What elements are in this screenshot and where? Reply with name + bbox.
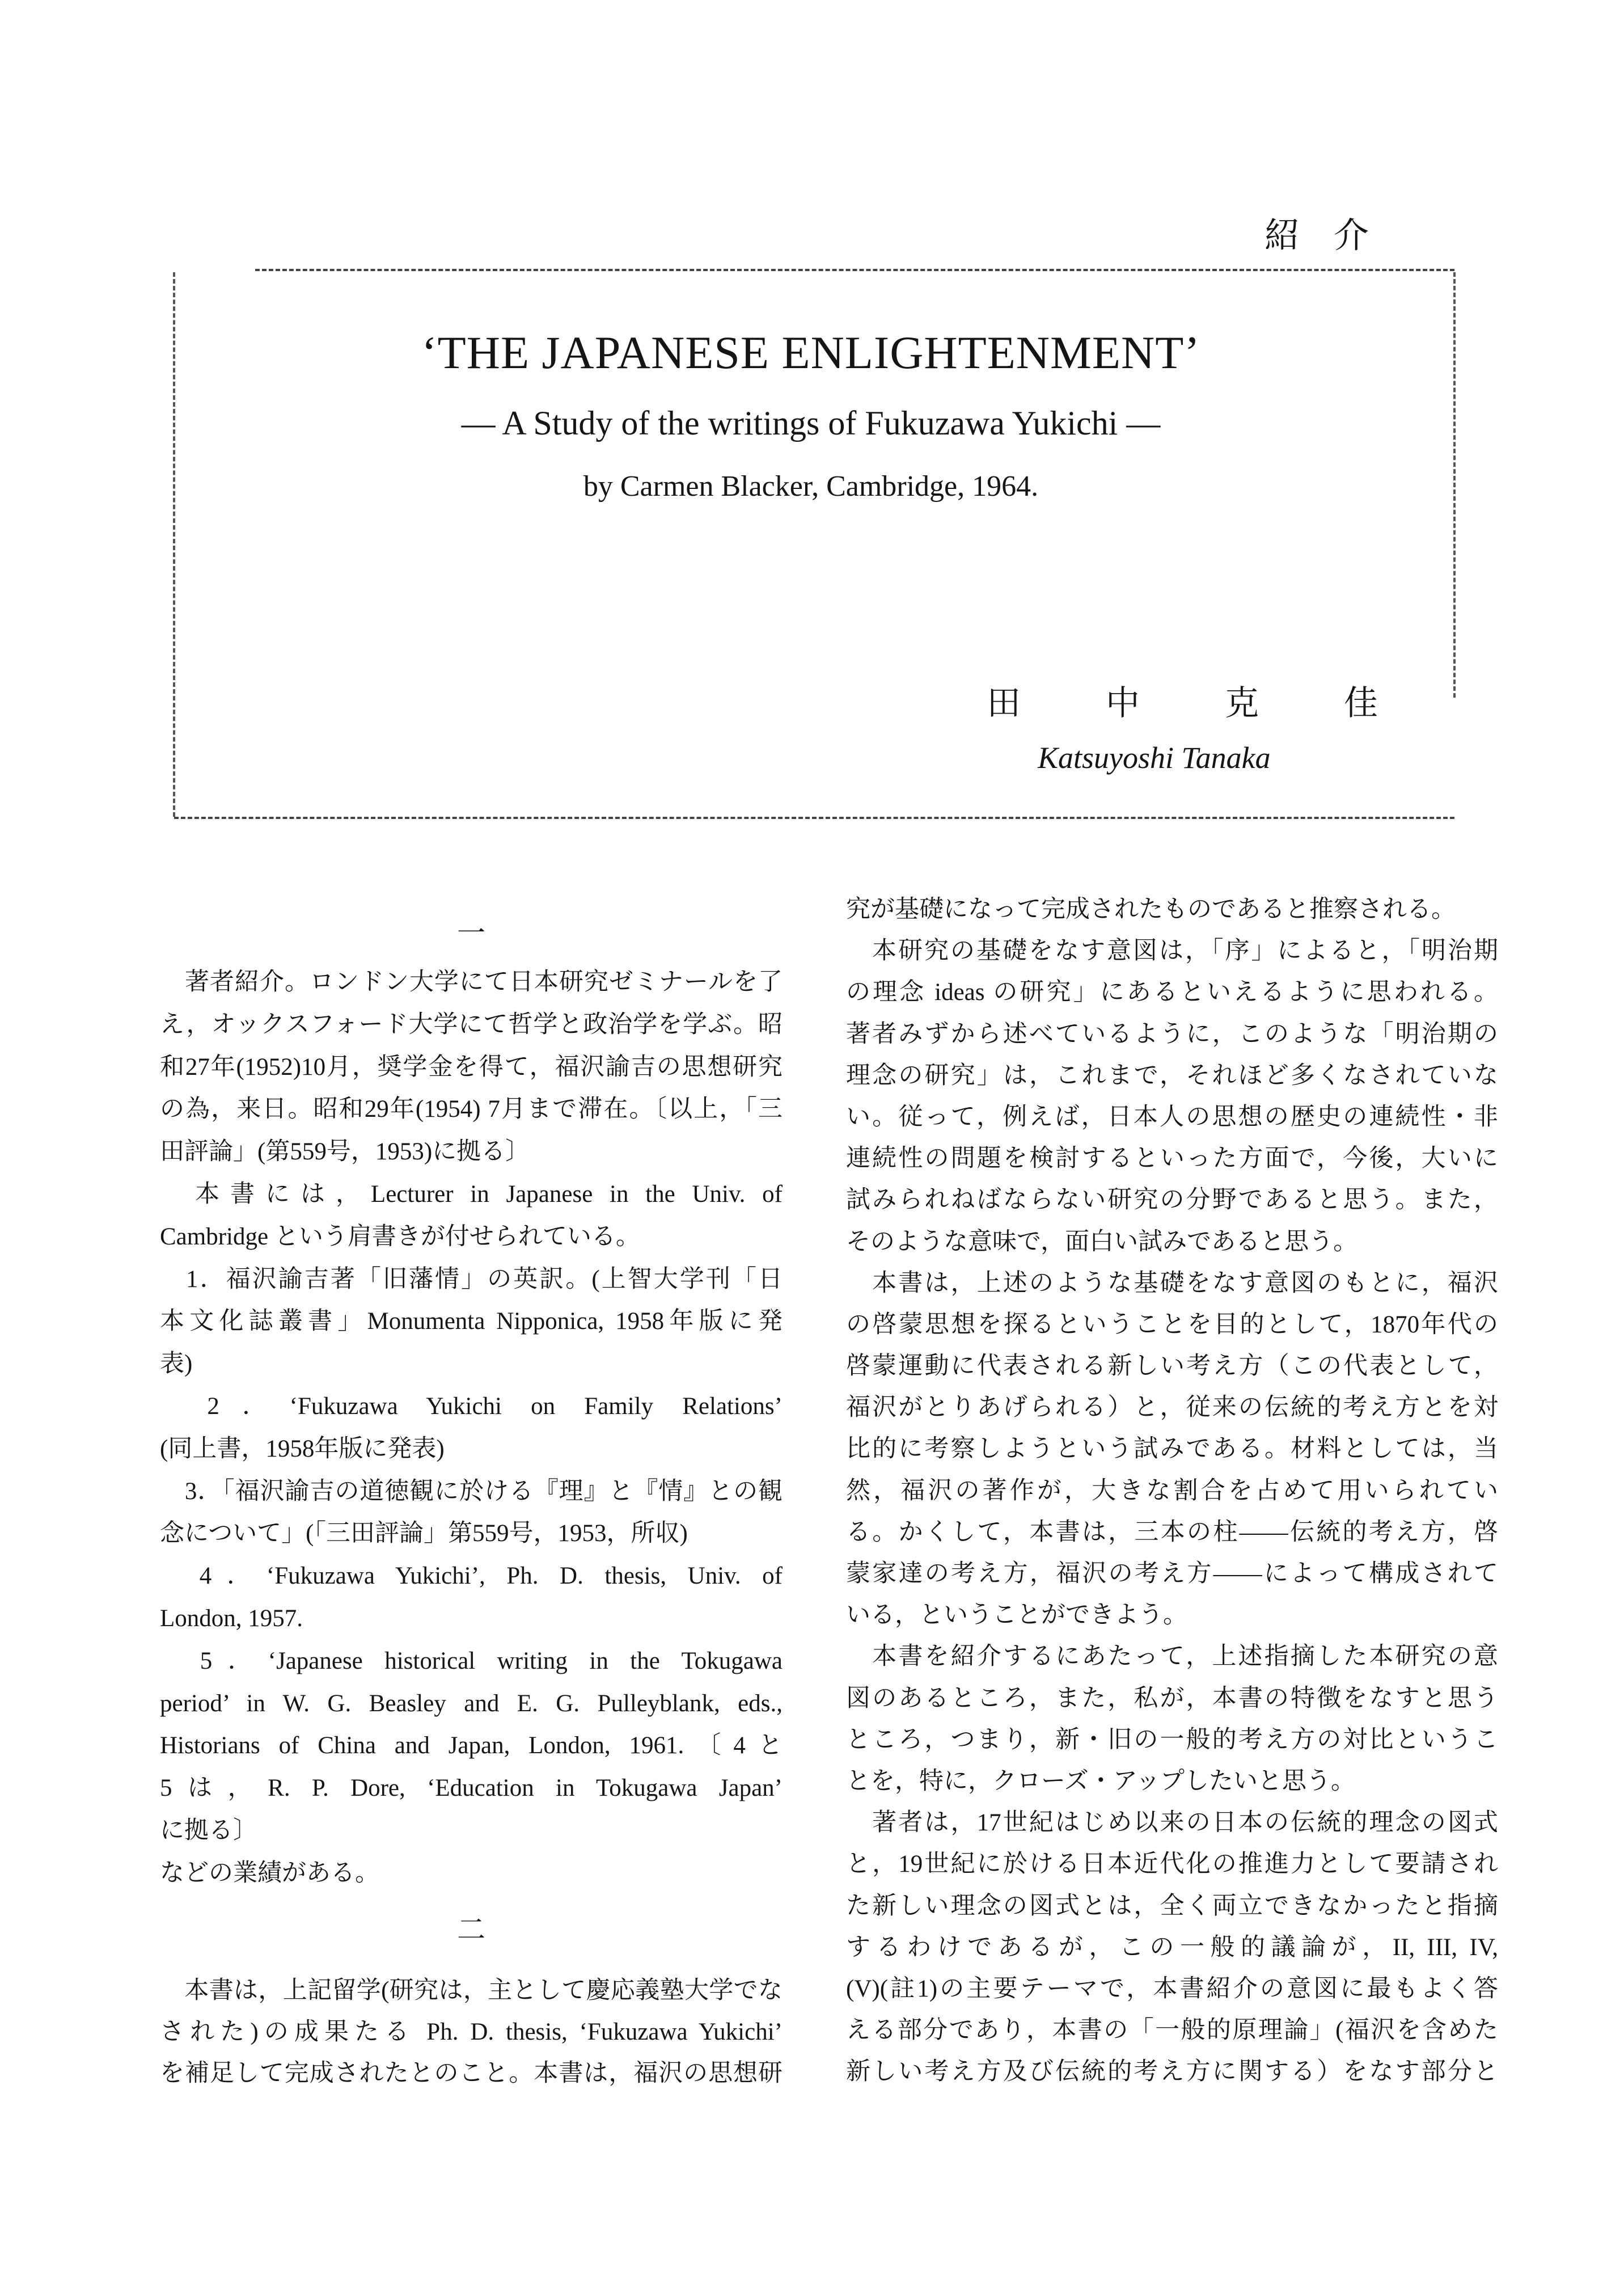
text-line: 2．‘Fukuzawa Yukichi on Family Relations’ xyxy=(160,1392,783,1420)
text-line: (V)(註1)の主要テーマで，本書紹介の意図に最もよく答 xyxy=(846,1975,1498,2002)
text-line: 啓蒙運動に代表される新しい考え方（この代表として， xyxy=(846,1353,1498,1380)
frame-bottom-divider xyxy=(174,817,1454,819)
text-line: た新しい理念の図式とは，全く両立できなかったと指摘 xyxy=(846,1892,1498,1919)
paragraph xyxy=(160,961,783,1174)
paragraph xyxy=(846,930,1498,1263)
paragraph xyxy=(160,1174,783,1259)
text-line: を補足して完成されたとのこと。本書は，福沢の思想研 xyxy=(160,2060,783,2087)
text-line: 5は，R. P. Dore, ‘Education in Tokugawa Japan’ xyxy=(160,1775,783,1802)
paragraph xyxy=(846,1802,1498,2092)
text-line: Historians of China and Japan, London, 1961.〔4と xyxy=(160,1732,783,1759)
text-line: 理念の研究」は，これまで，それほど多くなされていな xyxy=(846,1062,1498,1089)
text-line: 本書は，上記留学(研究は，主として慶応義塾大学でな xyxy=(160,1977,783,2004)
author-name-english: Katsuyoshi Tanaka xyxy=(1038,741,1271,775)
text-line: 本研究の基礎をなす意図は，「序」によると，「明治期 xyxy=(846,938,1498,965)
text-line: 本書には，Lecturer in Japanese in the Univ. of xyxy=(160,1180,783,1208)
paragraph xyxy=(160,1555,783,1640)
text-line: 究が基礎になって完成されたものであると推察される。 xyxy=(846,896,1456,923)
paragraph xyxy=(160,1970,783,2094)
text-line: 新しい考え方及び伝統的考え方に関する）をなす部分と xyxy=(846,2058,1498,2086)
text-line: 田評論」(第559号，1953)に拠る〕 xyxy=(160,1138,530,1166)
text-line: (同上書，1958年版に発表) xyxy=(160,1435,445,1462)
book-byline: by Carmen Blacker, Cambridge, 1964. xyxy=(583,470,1039,503)
text-line: するわけであるが，この一般的議論が，II, III, IV, xyxy=(846,1934,1498,1961)
text-line: 3．「福沢諭吉の道徳観に於ける『理』と『情』との観 xyxy=(160,1478,783,1505)
author-name-japanese: 田中克佳 xyxy=(987,683,1463,723)
text-line: 比的に考察しようという試みである。材料としては，当 xyxy=(846,1436,1498,1463)
paragraph xyxy=(160,1640,783,1852)
text-line: 図のあるところ，また，私が，本書の特徴をなすと思う xyxy=(846,1685,1498,1712)
text-line: 蒙家達の考え方，福沢の考え方――によって構成されて xyxy=(846,1560,1498,1587)
frame-right-divider xyxy=(1453,272,1456,698)
text-line: 4．‘Fukuzawa Yukichi’, Ph. D. thesis, Univ. of xyxy=(160,1563,783,1590)
text-line: に拠る〕 xyxy=(160,1817,257,1844)
left-column-section-1 xyxy=(160,961,783,1895)
text-line: そのような意味で，面白い試みであると思う。 xyxy=(846,1228,1358,1255)
text-line: 著者みずから述べているように，このような「明治期の xyxy=(846,1020,1498,1048)
left-column-section-2 xyxy=(160,1970,783,2094)
text-line: 福沢がとりあげられる）と，従来の伝統的考え方とを対 xyxy=(846,1394,1498,1421)
text-line: された)の成果たる Ph. D. thesis, ‘Fukuzawa Yukichi’ xyxy=(160,2019,783,2045)
text-line: などの業績がある。 xyxy=(160,1859,379,1886)
article-title: ‘THE JAPANESE ENLIGHTENMENT’ xyxy=(421,327,1200,378)
section-label: 紹介 xyxy=(1264,214,1403,256)
text-line: える部分であり，本書の「一般的原理論」(福沢を含めた xyxy=(846,2017,1498,2044)
text-line: 5．‘Japanese historical writing in the Tokugawa xyxy=(160,1647,783,1674)
text-line: 著者は，17世紀はじめ以来の日本の伝統的理念の図式 xyxy=(846,1809,1498,1837)
paragraph xyxy=(160,1471,783,1556)
text-line: 1．福沢諭吉著「旧藩情」の英訳。(上智大学刊「日 xyxy=(160,1265,783,1293)
right-column xyxy=(846,889,1498,2092)
text-line: 著者紹介。ロンドン大学にて日本研究ゼミナールを了 xyxy=(160,969,783,995)
text-line: と，19世紀に於ける日本近代化の推進力として要請され xyxy=(846,1851,1498,1878)
section-heading-2: 二 xyxy=(457,1913,485,1946)
text-line: 念について」(「三田評論」第559号，1953，所収) xyxy=(160,1520,688,1547)
text-line: 本書を紹介するにあたって，上述指摘した本研究の意 xyxy=(846,1643,1498,1670)
text-line: の為，来日。昭和29年(1954) 7月まで滞在。〔以上，「三 xyxy=(160,1096,783,1123)
text-line: え，オックスフォード大学にて哲学と政治学を学ぶ。昭 xyxy=(160,1011,783,1038)
text-line: る。かくして，本書は，三本の柱――伝統的考え方，啓 xyxy=(846,1518,1498,1546)
text-line: 和27年(1952)10月，奨学金を得て，福沢諭吉の思想研究 xyxy=(160,1053,783,1081)
text-line: Cambridge という肩書きが付せられている。 xyxy=(160,1223,640,1250)
paragraph xyxy=(846,889,1498,930)
paragraph xyxy=(160,1386,783,1471)
frame-top-divider xyxy=(255,269,1454,271)
text-line: London, 1957. xyxy=(160,1605,303,1632)
article-subtitle: — A Study of the writings of Fukuzawa Yukichi — xyxy=(461,404,1161,442)
text-line: の啓蒙思想を探るということを目的として，1870年代の xyxy=(846,1311,1498,1338)
text-line: 表) xyxy=(160,1350,193,1378)
text-line: period’ in W. G. Beasley and E. G. Pulleyblank, eds., xyxy=(160,1690,783,1717)
paragraph xyxy=(160,1852,783,1895)
text-line: 連続性の問題を検討するといった方面で，今後，大いに xyxy=(846,1145,1498,1172)
text-line: いる，ということができよう。 xyxy=(846,1602,1187,1629)
text-line: とを，特に，クローズ・アップしたいと思う。 xyxy=(846,1767,1355,1795)
text-line: ところ，つまり，新・旧の一般的考え方の対比というこ xyxy=(846,1726,1498,1753)
paragraph xyxy=(846,1636,1498,1802)
text-line: 本文化誌叢書」Monumenta Nipponica, 1958年版に発 xyxy=(160,1308,783,1335)
paragraph xyxy=(846,1263,1498,1636)
text-line: 本書は，上述のような基礎をなす意図のもとに，福沢 xyxy=(846,1269,1498,1297)
paragraph xyxy=(160,1259,783,1386)
text-line: の理念 ideas の研究」にあるといえるように思われる。 xyxy=(846,979,1498,1006)
text-line: 試みられねばならない研究の分野であると思う。また， xyxy=(846,1187,1498,1214)
text-line: い。従って，例えば，日本人の思想の歴史の連続性・非 xyxy=(846,1103,1498,1130)
text-line: 然，福沢の著作が，大きな割合を占めて用いられてい xyxy=(846,1477,1498,1504)
section-heading-1: 一 xyxy=(457,917,485,949)
